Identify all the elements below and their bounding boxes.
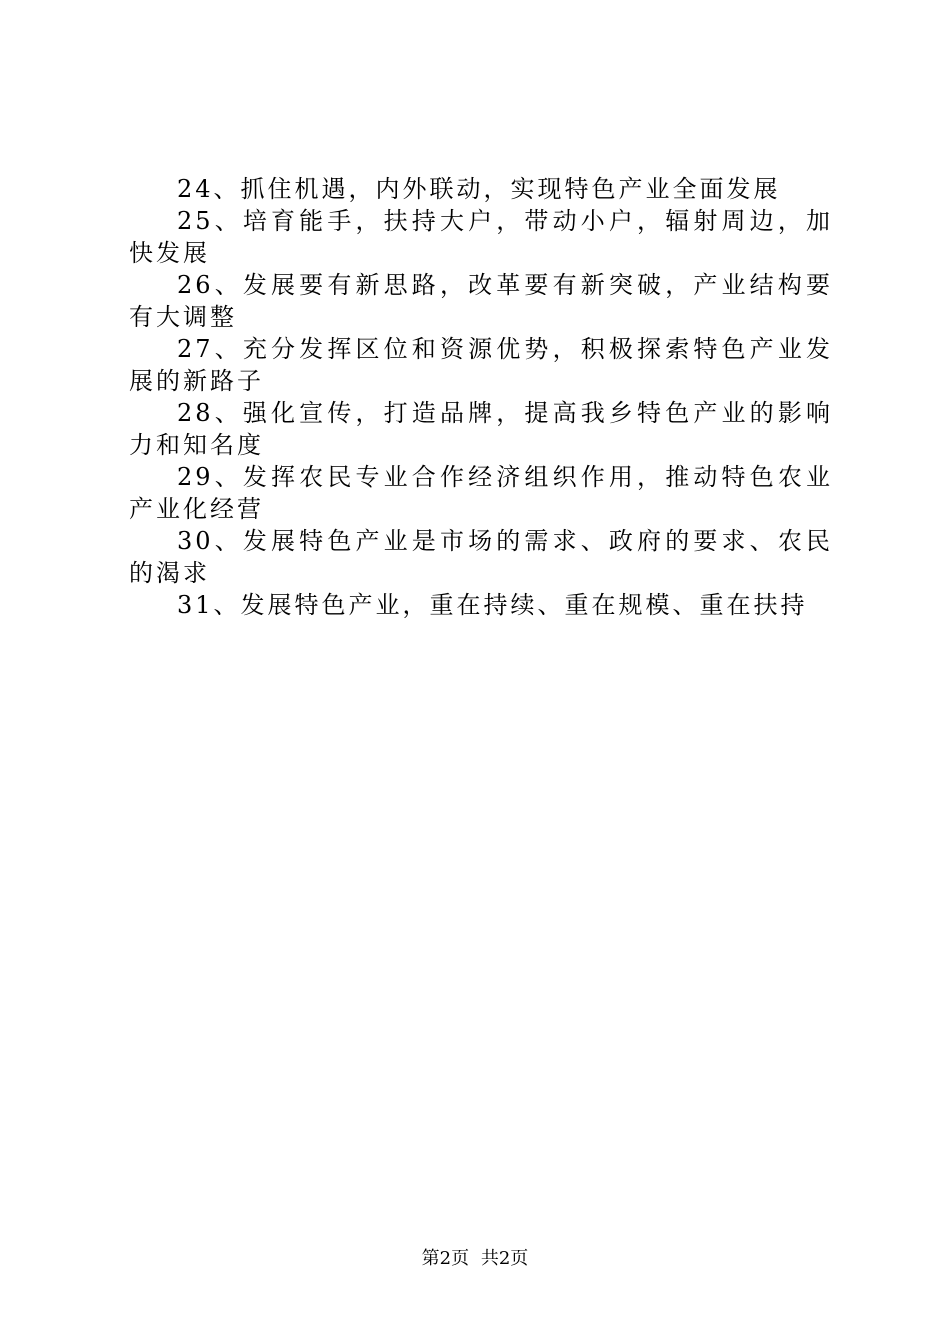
page-number: 第2页: [421, 1248, 470, 1269]
list-item-26: 26、发展要有新思路，改革要有新突破，产业结构要有大调整: [129, 271, 833, 331]
list-item-28: 28、强化宣传，打造品牌，提高我乡特色产业的影响力和知名度: [129, 399, 833, 459]
page-footer: [0, 1244, 950, 1270]
list-item-29: 29、发挥农民专业合作经济组织作用，推动特色农业产业化经营: [129, 463, 833, 523]
page-total: 共2页: [480, 1248, 529, 1269]
list-item-27: 27、充分发挥区位和资源优势，积极探索特色产业发展的新路子: [129, 335, 833, 395]
list-item-30: 30、发展特色产业是市场的需求、政府的要求、农民的渴求: [129, 527, 833, 587]
list-item-24: 24、抓住机遇，内外联动，实现特色产业全面发展: [177, 175, 781, 203]
list-item-25: 25、培育能手，扶持大户，带动小户，辐射周边，加快发展: [129, 207, 833, 267]
document-body: [129, 173, 833, 621]
list-item-31: 31、发展特色产业，重在持续、重在规模、重在扶持: [177, 591, 808, 619]
